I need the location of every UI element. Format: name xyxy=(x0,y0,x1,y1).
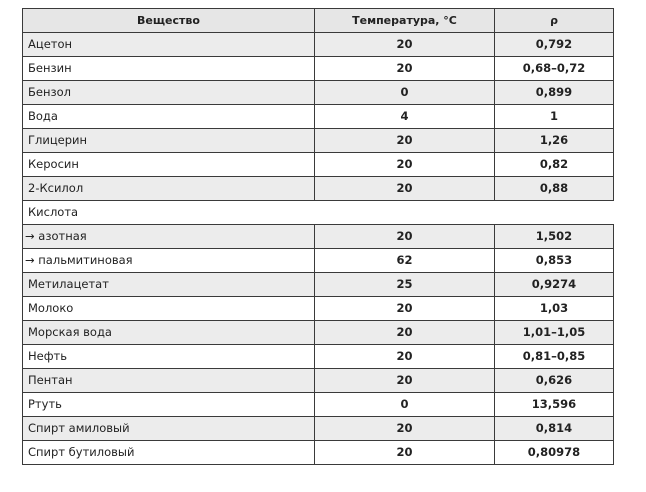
density-cell: 1 xyxy=(495,105,614,129)
substance-cell: Нефть xyxy=(23,345,315,369)
temperature-cell: 20 xyxy=(315,441,495,465)
table-row xyxy=(23,417,614,441)
temperature-cell: 0 xyxy=(315,81,495,105)
substance-cell: → азотная xyxy=(23,225,315,249)
temperature-cell: 20 xyxy=(315,177,495,201)
density-cell: 0,68–0,72 xyxy=(495,57,614,81)
temperature-cell: 0 xyxy=(315,393,495,417)
density-cell: 0,814 xyxy=(495,417,614,441)
table-row xyxy=(23,345,614,369)
substance-cell: Вода xyxy=(23,105,315,129)
temperature-cell: 20 xyxy=(315,369,495,393)
substance-cell: Ацетон xyxy=(23,33,315,57)
header-row xyxy=(23,9,614,33)
substance-cell: Спирт амиловый xyxy=(23,417,315,441)
temperature-cell: 25 xyxy=(315,273,495,297)
table-row xyxy=(23,249,614,273)
density-cell: 13,596 xyxy=(495,393,614,417)
density-cell: 0,853 xyxy=(495,249,614,273)
density-cell: 0,626 xyxy=(495,369,614,393)
temperature-cell: 20 xyxy=(315,297,495,321)
density-table xyxy=(22,8,614,465)
table-row xyxy=(23,297,614,321)
density-cell: 1,01–1,05 xyxy=(495,321,614,345)
density-cell: 0,80978 xyxy=(495,441,614,465)
substance-cell: → пальмитиновая xyxy=(23,249,315,273)
density-cell: 0,899 xyxy=(495,81,614,105)
density-cell: 1,502 xyxy=(495,225,614,249)
substance-cell: Молоко xyxy=(23,297,315,321)
density-cell: 0,792 xyxy=(495,33,614,57)
group-title-cell: Кислота xyxy=(23,201,315,225)
density-cell: 0,9274 xyxy=(495,273,614,297)
temperature-cell: 20 xyxy=(315,321,495,345)
table-row xyxy=(23,129,614,153)
density-table-container xyxy=(22,8,613,465)
temperature-cell: 20 xyxy=(315,225,495,249)
substance-cell: Морская вода xyxy=(23,321,315,345)
temperature-cell: 20 xyxy=(315,345,495,369)
temperature-cell: 62 xyxy=(315,249,495,273)
substance-cell: Глицерин xyxy=(23,129,315,153)
table-row xyxy=(23,177,614,201)
header-substance: Вещество xyxy=(23,9,315,33)
substance-cell: Метилацетат xyxy=(23,273,315,297)
substance-cell: Бензин xyxy=(23,57,315,81)
table-row xyxy=(23,33,614,57)
temperature-cell: 20 xyxy=(315,129,495,153)
density-cell: 0,88 xyxy=(495,177,614,201)
density-cell: 1,03 xyxy=(495,297,614,321)
density-cell: 0,81–0,85 xyxy=(495,345,614,369)
table-row xyxy=(23,57,614,81)
table-row xyxy=(23,393,614,417)
substance-cell: Пентан xyxy=(23,369,315,393)
empty-cell xyxy=(495,201,614,225)
table-row xyxy=(23,321,614,345)
density-cell: 1,26 xyxy=(495,129,614,153)
density-cell: 0,82 xyxy=(495,153,614,177)
temperature-cell: 20 xyxy=(315,33,495,57)
table-row xyxy=(23,369,614,393)
empty-cell xyxy=(315,201,495,225)
table-row xyxy=(23,105,614,129)
temperature-cell: 20 xyxy=(315,57,495,81)
table-row xyxy=(23,273,614,297)
substance-cell: Керосин xyxy=(23,153,315,177)
table-row xyxy=(23,225,614,249)
header-temperature: Температура, °C xyxy=(315,9,495,33)
table-row xyxy=(23,81,614,105)
substance-cell: Спирт бутиловый xyxy=(23,441,315,465)
header-density: ρ xyxy=(495,9,614,33)
substance-cell: Бензол xyxy=(23,81,315,105)
temperature-cell: 20 xyxy=(315,153,495,177)
substance-cell: 2-Ксилол xyxy=(23,177,315,201)
table-row xyxy=(23,153,614,177)
temperature-cell: 20 xyxy=(315,417,495,441)
substance-cell: Ртуть xyxy=(23,393,315,417)
temperature-cell: 4 xyxy=(315,105,495,129)
table-row xyxy=(23,441,614,465)
group-row xyxy=(23,201,614,225)
